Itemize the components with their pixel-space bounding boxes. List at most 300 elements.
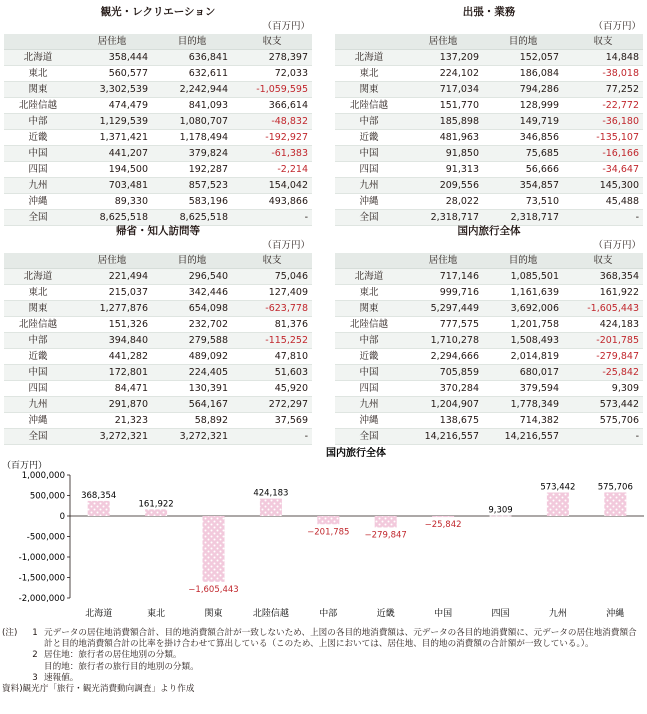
column-header: 居住地: [72, 34, 152, 50]
region-cell: 九州: [335, 397, 403, 413]
value-cell: 2,294,666: [403, 349, 483, 365]
value-cell: 654,098: [152, 301, 232, 317]
value-cell: 3,272,321: [152, 429, 232, 445]
table-row: [4, 66, 312, 82]
value-cell: 481,963: [403, 130, 483, 146]
table-row: [4, 285, 312, 301]
value-cell: 354,857: [483, 178, 563, 194]
note-text: 速報値。: [44, 672, 79, 683]
column-header: 目的地: [483, 34, 563, 50]
column-header: [4, 253, 72, 269]
region-cell: 全国: [335, 210, 403, 226]
bar: [490, 516, 512, 517]
region-cell: 沖縄: [4, 194, 72, 210]
value-cell: 89,330: [72, 194, 152, 210]
value-cell: 346,856: [483, 130, 563, 146]
region-cell: 東北: [335, 285, 403, 301]
value-cell: 424,183: [563, 317, 643, 333]
data-label: 368,354: [81, 490, 117, 501]
value-cell: 3,272,321: [72, 429, 152, 445]
bar: [203, 516, 225, 582]
value-cell: -16,166: [563, 146, 643, 162]
column-header: 居住地: [72, 253, 152, 269]
value-cell: -25,842: [563, 365, 643, 381]
table-row: [335, 82, 643, 98]
table-row: [335, 98, 643, 114]
region-cell: 中部: [4, 333, 72, 349]
region-cell: 北海道: [335, 50, 403, 66]
value-cell: 1,508,493: [483, 333, 563, 349]
unit-label: （百万円）: [262, 21, 310, 32]
region-cell: 近畿: [335, 349, 403, 365]
value-cell: 154,042: [232, 178, 312, 194]
data-label: 9,309: [488, 505, 513, 516]
bar: [317, 516, 339, 524]
value-cell: 342,446: [152, 285, 232, 301]
value-cell: 441,207: [72, 146, 152, 162]
value-cell: 37,569: [232, 413, 312, 429]
table-row: [335, 285, 643, 301]
note-text: 元データの居住地消費額合計、目的地消費額合計が一致しないため、上図の各目的地消費額は、元データの各目的地消費額に、元データの居住地消費額合計と目的地消費額合計の比率を掛け合わせて算出している（このため、上図においては、居住地、目的地の消費額の合計額が一致している。）。: [44, 628, 637, 650]
region-cell: 四国: [335, 381, 403, 397]
value-cell: 358,444: [72, 50, 152, 66]
value-cell: 794,286: [483, 82, 563, 98]
value-cell: 2,014,819: [483, 349, 563, 365]
value-cell: 493,866: [232, 194, 312, 210]
value-cell: 2,318,717: [403, 210, 483, 226]
table-row: [4, 413, 312, 429]
source-line: [2, 684, 644, 695]
table-row: [4, 82, 312, 98]
data-label: −279,847: [364, 530, 407, 541]
value-cell: 45,920: [232, 381, 312, 397]
value-cell: 192,287: [152, 162, 232, 178]
value-cell: -1,059,595: [232, 82, 312, 98]
value-cell: 370,284: [403, 381, 483, 397]
value-cell: 186,084: [483, 66, 563, 82]
table-row: [4, 349, 312, 365]
bar: [604, 492, 626, 516]
region-cell: 九州: [335, 178, 403, 194]
balance-bar-chart: [0, 445, 647, 625]
note-number: 3: [32, 672, 38, 683]
region-cell: 中部: [335, 114, 403, 130]
region-cell: 関東: [335, 301, 403, 317]
value-cell: 705,859: [403, 365, 483, 381]
data-label: −25,842: [424, 520, 462, 531]
table-row: [335, 114, 643, 130]
value-cell: -38,018: [563, 66, 643, 82]
table-panel-sightseeing: [4, 4, 312, 226]
column-header: 目的地: [483, 253, 563, 269]
value-cell: 573,442: [563, 397, 643, 413]
table-row: [4, 365, 312, 381]
region-cell: 中部: [335, 333, 403, 349]
value-cell: 75,046: [232, 269, 312, 285]
note-head: (注): [2, 628, 18, 638]
region-cell: 沖縄: [4, 413, 72, 429]
unit-label: （百万円）: [593, 240, 641, 251]
value-cell: 291,870: [72, 397, 152, 413]
table-row: [4, 98, 312, 114]
x-tick-label: 北陸信越: [252, 609, 289, 619]
note-item: [2, 628, 644, 650]
column-header: 収支: [563, 253, 643, 269]
x-tick-label: 北海道: [85, 609, 113, 619]
bar: [432, 516, 454, 517]
region-cell: 中国: [335, 365, 403, 381]
value-cell: -623,778: [232, 301, 312, 317]
value-cell: -: [563, 210, 643, 226]
value-cell: 77,252: [563, 82, 643, 98]
value-cell: 14,216,557: [403, 429, 483, 445]
value-cell: -1,605,443: [563, 301, 643, 317]
region-cell: 中国: [4, 146, 72, 162]
value-cell: 1,710,278: [403, 333, 483, 349]
table-panel-domestic-total: [335, 223, 643, 445]
value-cell: 75,685: [483, 146, 563, 162]
note-number: 1: [32, 628, 38, 638]
column-header: 収支: [232, 253, 312, 269]
column-header: 収支: [563, 34, 643, 50]
value-cell: 128,999: [483, 98, 563, 114]
table-row: [335, 269, 643, 285]
unit-label: （百万円）: [593, 21, 641, 32]
value-cell: 172,801: [72, 365, 152, 381]
column-header: 居住地: [403, 253, 483, 269]
value-cell: 1,080,707: [152, 114, 232, 130]
value-cell: -22,772: [563, 98, 643, 114]
y-tick-label: 1,000,000: [21, 471, 65, 481]
region-cell: 全国: [4, 429, 72, 445]
value-cell: 560,577: [72, 66, 152, 82]
table-row: [335, 349, 643, 365]
value-cell: -115,252: [232, 333, 312, 349]
value-cell: -192,927: [232, 130, 312, 146]
bar: [88, 501, 110, 516]
table-row: [4, 50, 312, 66]
value-cell: 857,523: [152, 178, 232, 194]
table-row: [335, 317, 643, 333]
value-cell: 1,178,494: [152, 130, 232, 146]
table-row: [4, 130, 312, 146]
value-cell: 279,588: [152, 333, 232, 349]
column-header: [4, 34, 72, 50]
value-cell: 714,382: [483, 413, 563, 429]
region-cell: 関東: [335, 82, 403, 98]
x-tick-label: 沖縄: [606, 609, 625, 619]
region-cell: 全国: [4, 210, 72, 226]
value-cell: 28,022: [403, 194, 483, 210]
table-row: [335, 194, 643, 210]
value-cell: 3,692,006: [483, 301, 563, 317]
y-tick-label: 0: [59, 512, 65, 522]
value-cell: 45,488: [563, 194, 643, 210]
y-axis-label: （百万円）: [2, 461, 48, 471]
table-row: [4, 269, 312, 285]
value-cell: 130,391: [152, 381, 232, 397]
region-cell: 北陸信越: [335, 317, 403, 333]
region-cell: 近畿: [4, 349, 72, 365]
value-cell: -2,214: [232, 162, 312, 178]
value-cell: 72,033: [232, 66, 312, 82]
value-cell: 1,778,349: [483, 397, 563, 413]
source-head: 資料): [2, 684, 23, 695]
value-cell: 194,500: [72, 162, 152, 178]
table-row: [335, 381, 643, 397]
y-tick-label: -2,000,000: [18, 594, 65, 604]
data-label: −1,605,443: [188, 584, 239, 595]
value-cell: 636,841: [152, 50, 232, 66]
value-cell: 575,706: [563, 413, 643, 429]
table-title: 出張・業務: [462, 6, 516, 18]
value-cell: 8,625,518: [72, 210, 152, 226]
value-cell: 841,093: [152, 98, 232, 114]
y-tick-label: -500,000: [26, 532, 65, 543]
value-cell: 474,479: [72, 98, 152, 114]
value-cell: 138,675: [403, 413, 483, 429]
table-row: [335, 397, 643, 413]
table-row: [4, 178, 312, 194]
value-cell: 8,625,518: [152, 210, 232, 226]
table-row: [335, 146, 643, 162]
value-cell: 717,034: [403, 82, 483, 98]
value-cell: -201,785: [563, 333, 643, 349]
value-cell: 441,282: [72, 349, 152, 365]
value-cell: 489,092: [152, 349, 232, 365]
bar: [260, 499, 282, 516]
value-cell: 47,810: [232, 349, 312, 365]
data-table: [4, 253, 312, 445]
table-row: [4, 397, 312, 413]
value-cell: 209,556: [403, 178, 483, 194]
region-cell: 中国: [4, 365, 72, 381]
bar: [145, 509, 167, 516]
value-cell: 564,167: [152, 397, 232, 413]
value-cell: 680,017: [483, 365, 563, 381]
value-cell: 151,326: [72, 317, 152, 333]
value-cell: 73,510: [483, 194, 563, 210]
table-row: [4, 317, 312, 333]
table-row: [4, 381, 312, 397]
value-cell: 278,397: [232, 50, 312, 66]
note-item: [2, 673, 644, 684]
value-cell: 51,603: [232, 365, 312, 381]
data-label: −201,785: [307, 527, 350, 538]
value-cell: 2,318,717: [483, 210, 563, 226]
y-tick-label: -1,500,000: [18, 573, 65, 584]
table-title: 観光・レクリエーション: [100, 6, 216, 18]
value-cell: -279,847: [563, 349, 643, 365]
y-tick-label: 500,000: [29, 491, 65, 502]
value-cell: 91,313: [403, 162, 483, 178]
bar: [375, 516, 397, 527]
data-table: [335, 253, 643, 445]
column-header: 収支: [232, 34, 312, 50]
value-cell: -: [232, 210, 312, 226]
x-tick-label: 中部: [319, 609, 338, 619]
table-panel-business: [335, 4, 643, 226]
value-cell: 58,892: [152, 413, 232, 429]
region-cell: 全国: [335, 429, 403, 445]
value-cell: 137,209: [403, 50, 483, 66]
region-cell: 沖縄: [335, 413, 403, 429]
value-cell: 224,405: [152, 365, 232, 381]
data-table: [335, 34, 643, 226]
value-cell: 1,201,758: [483, 317, 563, 333]
value-cell: 149,719: [483, 114, 563, 130]
value-cell: -: [563, 429, 643, 445]
value-cell: -48,832: [232, 114, 312, 130]
value-cell: 161,922: [563, 285, 643, 301]
x-tick-label: 九州: [548, 609, 567, 619]
value-cell: 21,323: [72, 413, 152, 429]
x-tick-label: 四国: [491, 609, 510, 619]
value-cell: 379,594: [483, 381, 563, 397]
value-cell: 224,102: [403, 66, 483, 82]
table-row: [4, 162, 312, 178]
x-tick-label: 東北: [147, 609, 166, 619]
table-panel-homecoming: [4, 223, 312, 445]
value-cell: 9,309: [563, 381, 643, 397]
region-cell: 四国: [4, 162, 72, 178]
data-label: 424,183: [253, 488, 289, 499]
region-cell: 沖縄: [335, 194, 403, 210]
table-title: 帰省・知人訪問等: [116, 225, 200, 237]
value-cell: 777,575: [403, 317, 483, 333]
data-label: 161,922: [138, 499, 174, 510]
note-number: 2: [32, 650, 38, 661]
region-cell: 四国: [335, 162, 403, 178]
column-header: [335, 253, 403, 269]
table-row: [335, 333, 643, 349]
region-cell: 北陸信越: [4, 98, 72, 114]
region-cell: 東北: [4, 285, 72, 301]
table-row: [335, 413, 643, 429]
source-text: 観光庁「旅行・観光消費動向調査」より作成: [22, 684, 195, 695]
region-cell: 四国: [4, 381, 72, 397]
x-tick-label: 中国: [434, 609, 453, 619]
value-cell: 185,898: [403, 114, 483, 130]
region-cell: 北海道: [4, 50, 72, 66]
value-cell: 215,037: [72, 285, 152, 301]
value-cell: 91,850: [403, 146, 483, 162]
note-subtext: 目的地：旅行者の旅行目的地別の分類。: [44, 661, 199, 672]
table-row: [4, 146, 312, 162]
y-tick-label: -1,000,000: [18, 553, 65, 563]
note-text: 居住地：旅行者の居住地別の分類。: [44, 650, 182, 661]
chart-svg: [0, 445, 647, 625]
region-cell: 中部: [4, 114, 72, 130]
region-cell: 関東: [4, 82, 72, 98]
value-cell: -135,107: [563, 130, 643, 146]
region-cell: 関東: [4, 301, 72, 317]
unit-label: （百万円）: [262, 240, 310, 251]
region-cell: 九州: [4, 178, 72, 194]
value-cell: 368,354: [563, 269, 643, 285]
value-cell: 583,196: [152, 194, 232, 210]
region-cell: 北海道: [4, 269, 72, 285]
value-cell: 632,611: [152, 66, 232, 82]
value-cell: 5,297,449: [403, 301, 483, 317]
value-cell: 151,770: [403, 98, 483, 114]
value-cell: -61,383: [232, 146, 312, 162]
value-cell: 703,481: [72, 178, 152, 194]
table-row: [335, 301, 643, 317]
value-cell: 296,540: [152, 269, 232, 285]
column-header: 目的地: [152, 34, 232, 50]
data-label: 573,442: [540, 482, 576, 493]
table-row: [4, 114, 312, 130]
value-cell: 14,848: [563, 50, 643, 66]
region-cell: 北陸信越: [4, 317, 72, 333]
value-cell: -: [232, 429, 312, 445]
value-cell: 1,161,639: [483, 285, 563, 301]
value-cell: -36,180: [563, 114, 643, 130]
value-cell: -34,647: [563, 162, 643, 178]
chart-title: 国内旅行全体: [326, 448, 386, 459]
value-cell: 1,204,907: [403, 397, 483, 413]
column-header: 居住地: [403, 34, 483, 50]
table-row: [335, 130, 643, 146]
value-cell: 366,614: [232, 98, 312, 114]
table-row: [335, 178, 643, 194]
table-row: [4, 301, 312, 317]
value-cell: 1,277,876: [72, 301, 152, 317]
value-cell: 394,840: [72, 333, 152, 349]
table-row: [335, 365, 643, 381]
value-cell: 81,376: [232, 317, 312, 333]
value-cell: 2,242,944: [152, 82, 232, 98]
data-label: 575,706: [597, 482, 633, 493]
x-tick-label: 近畿: [376, 609, 395, 619]
region-cell: 北陸信越: [335, 98, 403, 114]
value-cell: 999,716: [403, 285, 483, 301]
value-cell: 14,216,557: [483, 429, 563, 445]
value-cell: 221,494: [72, 269, 152, 285]
value-cell: 1,129,539: [72, 114, 152, 130]
table-row: [4, 194, 312, 210]
region-cell: 中国: [335, 146, 403, 162]
table-row: [335, 50, 643, 66]
table-row: [335, 66, 643, 82]
value-cell: 3,302,539: [72, 82, 152, 98]
data-table: [4, 34, 312, 226]
value-cell: 56,666: [483, 162, 563, 178]
value-cell: 1,371,421: [72, 130, 152, 146]
bar: [547, 492, 569, 516]
column-header: [335, 34, 403, 50]
region-cell: 近畿: [4, 130, 72, 146]
region-cell: 東北: [335, 66, 403, 82]
value-cell: 152,057: [483, 50, 563, 66]
value-cell: 717,146: [403, 269, 483, 285]
note-item: [2, 650, 644, 661]
region-cell: 東北: [4, 66, 72, 82]
value-cell: 145,300: [563, 178, 643, 194]
table-row: [335, 162, 643, 178]
value-cell: 84,471: [72, 381, 152, 397]
x-tick-label: 関東: [204, 609, 223, 619]
table-title: 国内旅行全体: [457, 225, 521, 237]
region-cell: 北海道: [335, 269, 403, 285]
column-header: 目的地: [152, 253, 232, 269]
value-cell: 1,085,501: [483, 269, 563, 285]
region-cell: 近畿: [335, 130, 403, 146]
value-cell: 379,824: [152, 146, 232, 162]
value-cell: 272,297: [232, 397, 312, 413]
value-cell: 232,702: [152, 317, 232, 333]
